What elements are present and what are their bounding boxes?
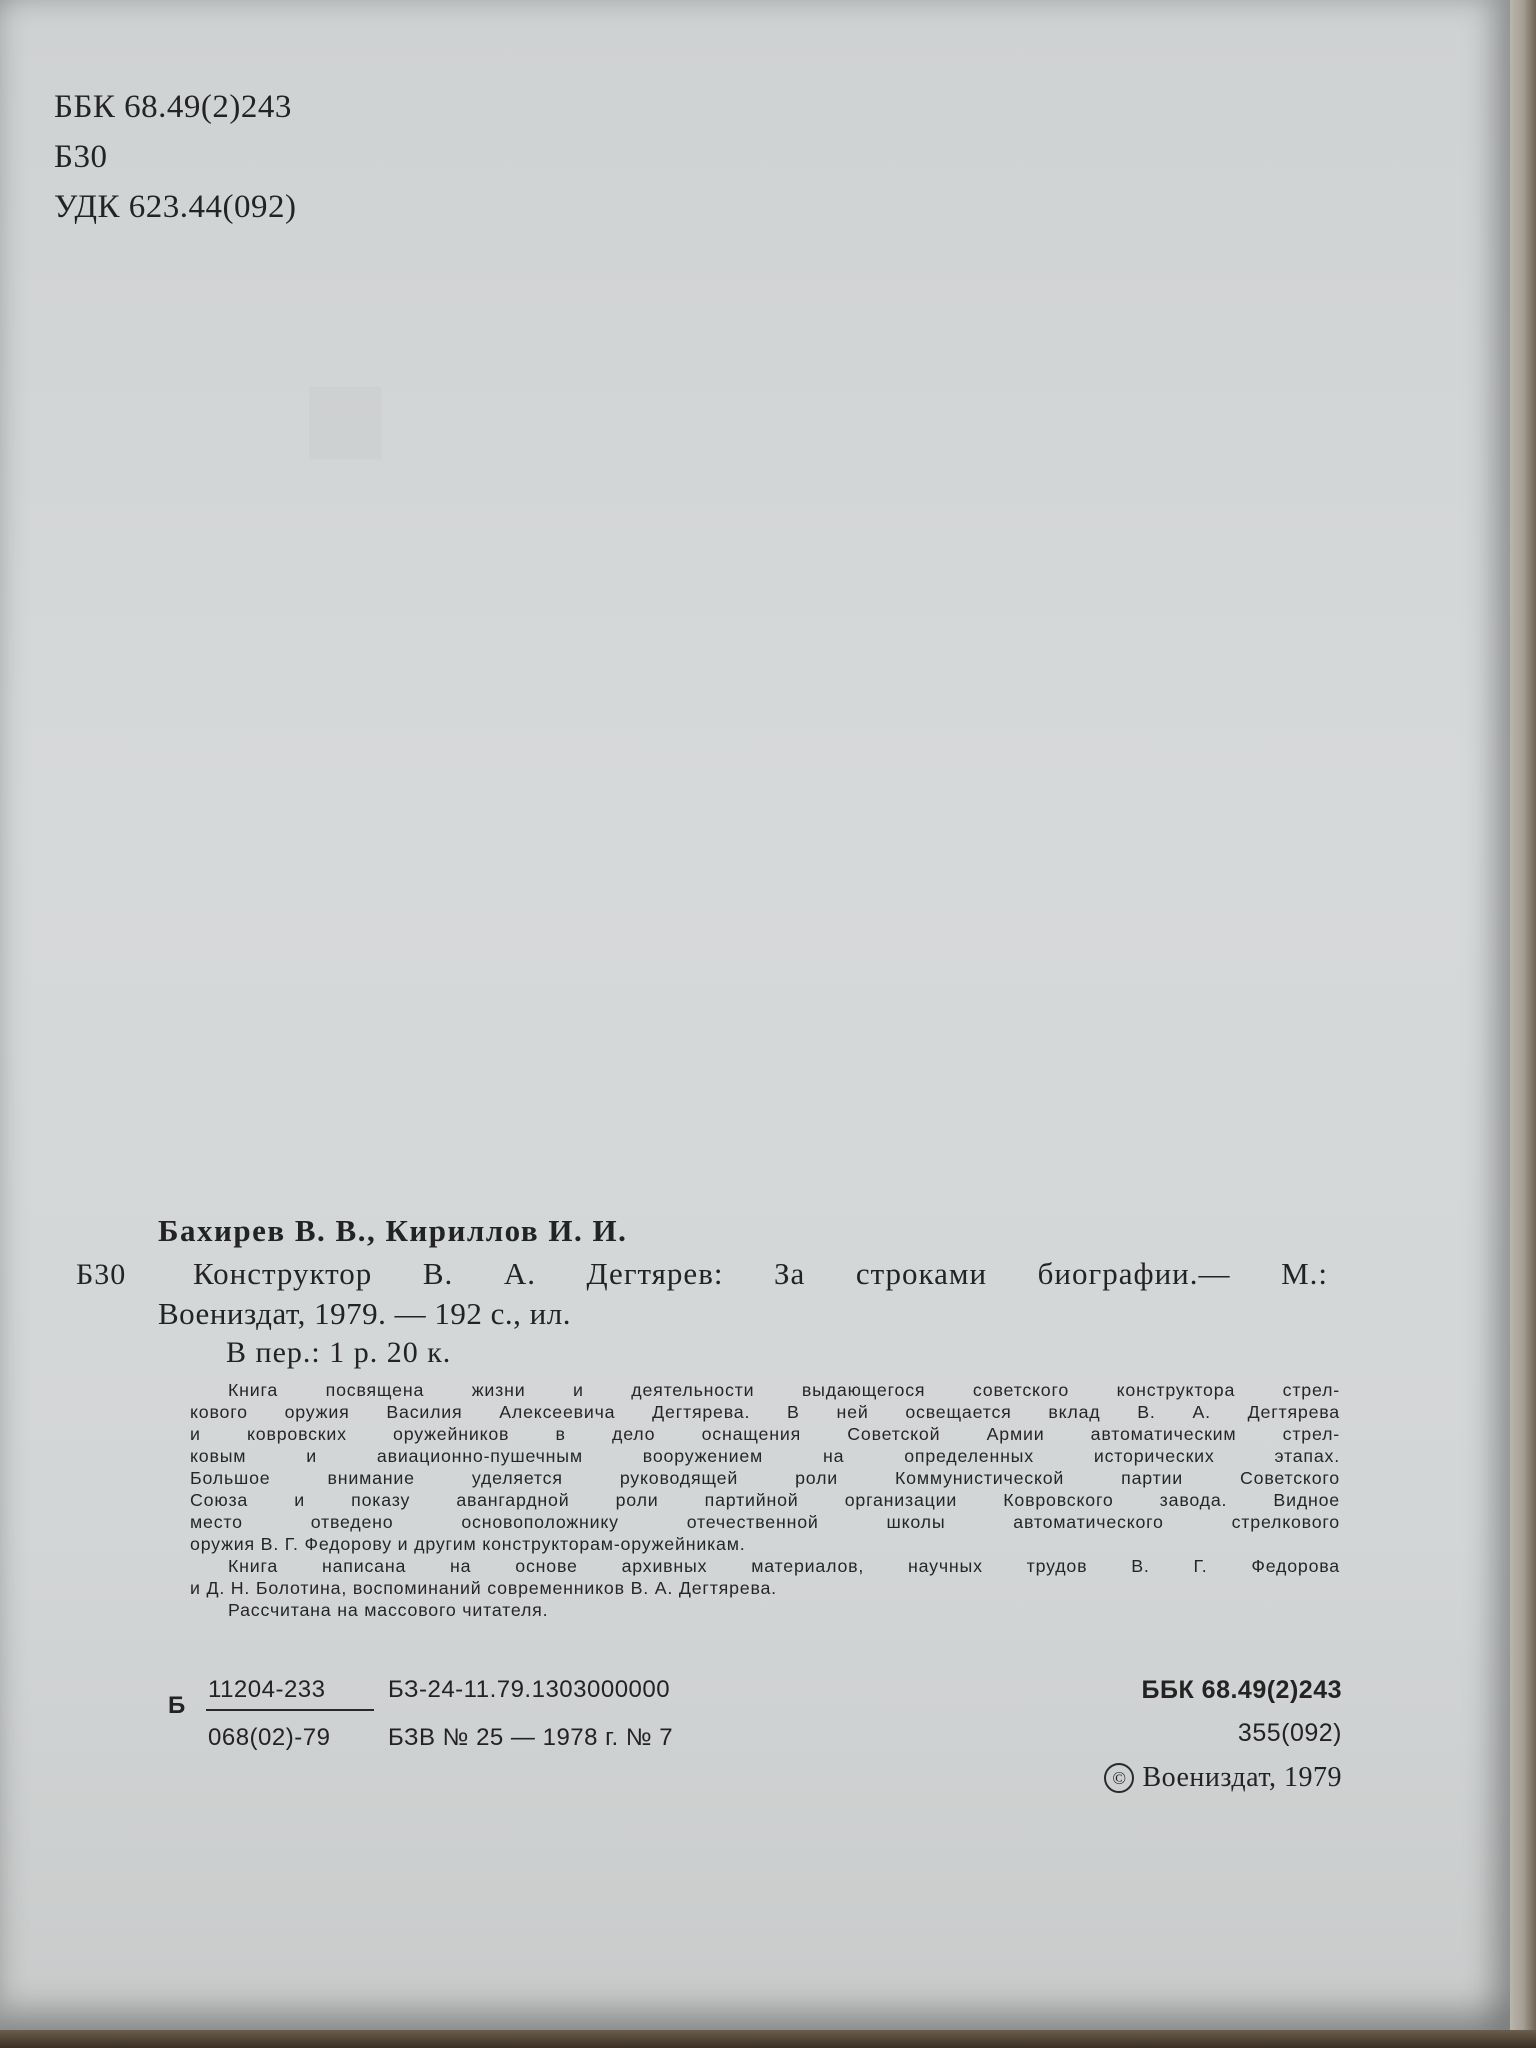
annotation-line: и ковровских оружейников в дело оснащения Советской Армии автоматическим стрел-: [190, 1424, 1340, 1444]
annotation-line: Союза и показу авангардной роли партийной организации Ковровского завода. Видное: [190, 1490, 1340, 1510]
bbk-code-top: ББК 68.49(2)243: [54, 89, 292, 125]
annotation-line: ковым и авиационно-пушечным вооружением на определенных исторических этапах.: [190, 1446, 1340, 1466]
code-line-2: БЗВ № 25 — 1978 г. № 7: [388, 1724, 674, 1751]
showthrough-shadow: ■: [300, 332, 391, 500]
bbk-code-bottom: ББК 68.49(2)243: [1141, 1676, 1342, 1704]
code-denominator: 068(02)-79: [208, 1724, 331, 1751]
biblio-letter: Б: [168, 1692, 186, 1719]
copyright-line: [1104, 1762, 1342, 1805]
authors-heading: Бахирев В. В., Кириллов И. И.: [158, 1213, 628, 1248]
annotation-line: место отведено основоположнику отечественной школы автоматического стрелкового: [190, 1512, 1340, 1532]
annotation-line: Книга написана на основе архивных материалов, научных трудов В. Г. Федорова: [228, 1556, 1340, 1576]
code-line-1: БЗ-24-11.79.1303000000: [388, 1676, 671, 1703]
annotation-line: и Д. Н. Болотина, воспоминаний современников В. А. Дегтярева.: [190, 1578, 777, 1598]
book-title-line: Конструктор В. А. Дегтярев: За строками биографии.— М.:: [193, 1256, 1328, 1291]
price-line: В пер.: 1 р. 20 к.: [226, 1336, 452, 1369]
annotation-line: Большое внимание уделяется руководящей роли Коммунистической партии Советского: [190, 1468, 1340, 1488]
imprint-line: Воениздат, 1979. — 192 с., ил.: [158, 1296, 571, 1331]
classification-block: [54, 82, 297, 232]
udk-code: УДК 623.44(092): [54, 189, 297, 225]
annotation-line: кового оружия Василия Алексеевича Дегтярева. В ней освещается вклад В. А. Дегтярева: [190, 1402, 1340, 1422]
author-mark-top: Б30: [54, 139, 108, 175]
fraction-bar: [206, 1709, 374, 1711]
copyright-text: Воениздат, 1979: [1142, 1762, 1342, 1793]
cover-edge: [0, 2030, 1536, 2048]
page-edge: [1510, 0, 1536, 2048]
code-numerator: 11204-233: [208, 1676, 326, 1703]
footer-right-block: [1104, 1676, 1342, 1805]
index-mark: Б30: [76, 1258, 127, 1291]
bbk-subcode: 355(092): [1237, 1719, 1342, 1747]
annotation-line: Рассчитана на массового читателя.: [228, 1600, 549, 1620]
annotation-line: оружия В. Г. Федорову и другим конструкторам-оружейникам.: [190, 1534, 746, 1554]
code-lines: [388, 1676, 673, 1772]
annotation-line: Книга посвящена жизни и деятельности выдающегося советского конструктора стрел-: [228, 1380, 1340, 1400]
copyright-icon: ©: [1104, 1763, 1134, 1793]
